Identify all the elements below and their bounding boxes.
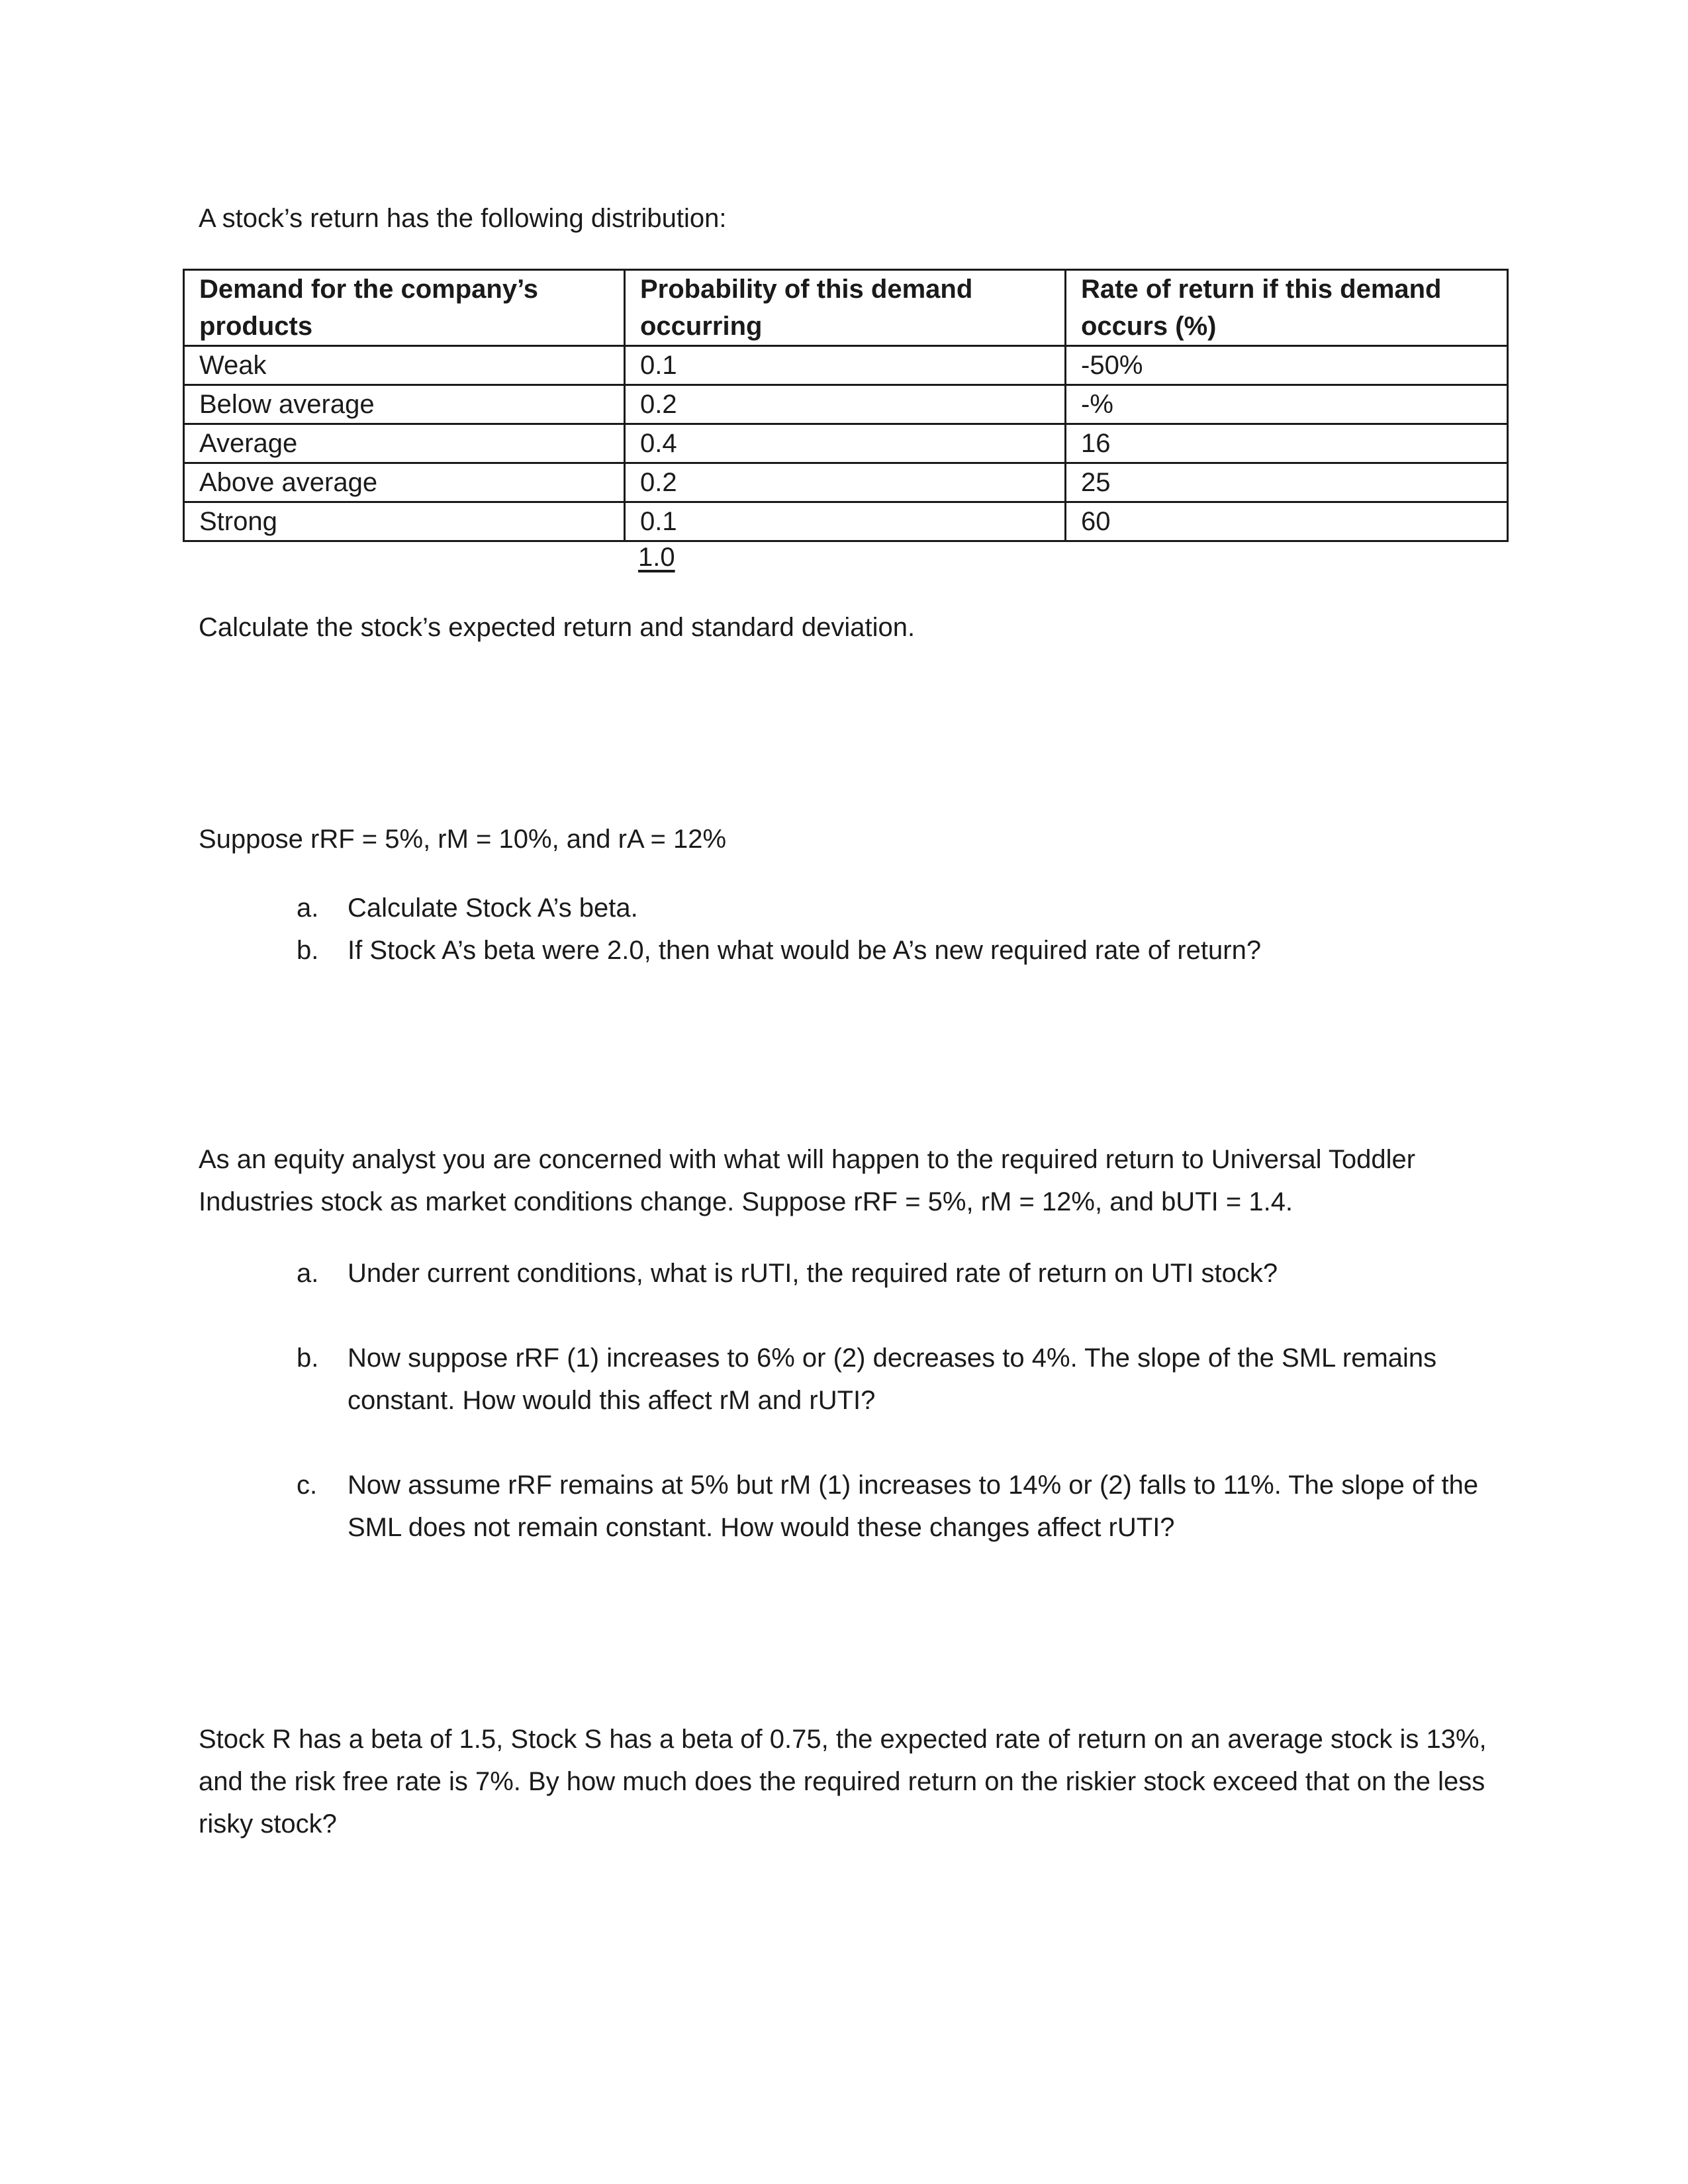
probability-cell: 0.1	[625, 502, 1066, 541]
list-item	[297, 929, 1521, 972]
list-marker: a.	[297, 1259, 319, 1288]
table-row	[184, 424, 1508, 463]
table-row	[184, 463, 1508, 502]
list-item-text: Under current conditions, what is rUTI, the required rate of return on UTI stock?	[348, 1259, 1278, 1288]
list-item	[297, 1337, 1521, 1422]
header-probability: Probability of this demand occurring	[625, 270, 1066, 346]
header-rate-of-return: Rate of return if this demand occurs (%)	[1066, 270, 1508, 346]
demand-cell: Above average	[184, 463, 625, 502]
list-marker: a.	[297, 893, 319, 923]
question-4-text: Stock R has a beta of 1.5, Stock S has a beta of 0.75, the expected rate of return on an average stock is 13%, and the risk free rate is 7%. By how much does the required return on the riskier stock exceed that on the less risky stock?	[199, 1725, 1487, 1839]
return-cell: -50%	[1066, 346, 1508, 385]
list-marker: b.	[297, 936, 319, 965]
question-3-item-a	[297, 1252, 1521, 1295]
list-item-text: If Stock A’s beta were 2.0, then what would be A’s new required rate of return?	[348, 936, 1262, 965]
return-cell: 16	[1066, 424, 1508, 463]
probability-total: 1.0	[638, 543, 675, 572]
probability-cell: 0.2	[625, 463, 1066, 502]
list-item-text: Now assume rRF remains at 5% but rM (1) increases to 14% or (2) falls to 11%. The slope of the SML does not remain constant. How would these changes affect rUTI?	[348, 1471, 1479, 1542]
list-item	[297, 1252, 1521, 1295]
list-marker: c.	[297, 1471, 318, 1500]
question-1-prompt: Calculate the stock’s expected return and standard deviation.	[199, 613, 915, 642]
probability-cell: 0.4	[625, 424, 1066, 463]
question-2-list	[297, 887, 1521, 972]
table-header-row	[184, 270, 1508, 346]
probability-cell: 0.1	[625, 346, 1066, 385]
table-row	[184, 502, 1508, 541]
question-2-intro: Suppose rRF = 5%, rM = 10%, and rA = 12%	[199, 825, 727, 854]
demand-cell: Average	[184, 424, 625, 463]
list-marker: b.	[297, 1343, 319, 1373]
list-item-text: Calculate Stock A’s beta.	[348, 893, 638, 923]
list-item	[297, 1464, 1521, 1549]
table-row	[184, 346, 1508, 385]
demand-cell: Below average	[184, 385, 625, 424]
list-item-text: Now suppose rRF (1) increases to 6% or (2) decreases to 4%. The slope of the SML remains constant. How would this affect rM and rUTI?	[348, 1343, 1437, 1415]
table-row	[184, 385, 1508, 424]
question-3-item-b	[297, 1337, 1521, 1422]
demand-cell: Strong	[184, 502, 625, 541]
return-distribution-table	[183, 269, 1509, 542]
intro-text: A stock’s return has the following distribution:	[199, 204, 727, 233]
return-cell: 60	[1066, 502, 1508, 541]
demand-cell: Weak	[184, 346, 625, 385]
return-cell: 25	[1066, 463, 1508, 502]
header-demand: Demand for the company’s products	[184, 270, 625, 346]
probability-cell: 0.2	[625, 385, 1066, 424]
question-3-item-c	[297, 1464, 1521, 1549]
question-3-intro: As an equity analyst you are concerned with what will happen to the required return to Universal Toddler Industries stock as market conditions change. Suppose rRF = 5%, rM = 12%, and bUTI = 1.4.	[199, 1145, 1416, 1216]
return-cell: -%	[1066, 385, 1508, 424]
list-item	[297, 887, 1521, 929]
